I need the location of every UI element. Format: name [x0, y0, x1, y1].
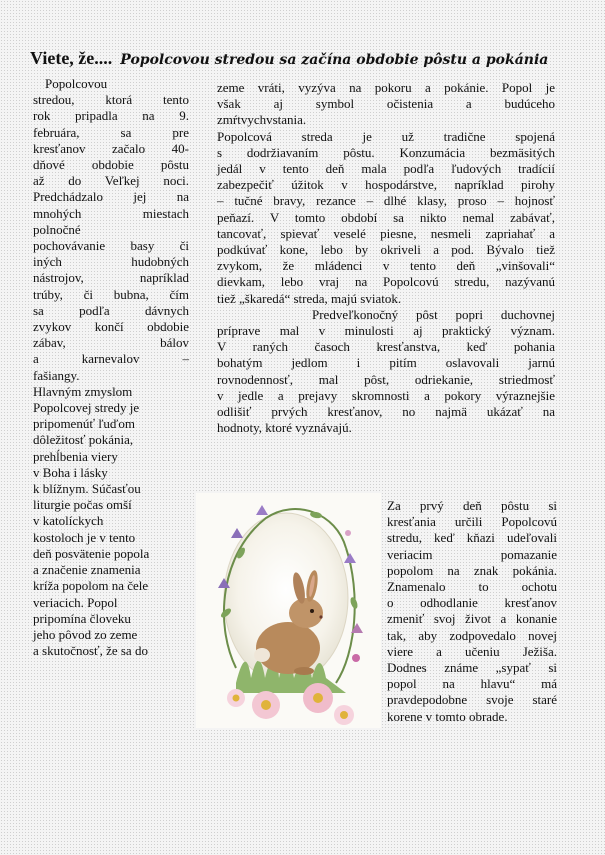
paragraph-line: kostoloch je v tento [33, 529, 136, 545]
headline-title: Popolcovou stredou sa začína obdobie pôstu a pokánia [120, 52, 549, 68]
paragraph-line: veriacich. Popol [33, 594, 118, 610]
bunny-head [289, 598, 323, 628]
paragraph-line: zvykov končí obdobie [33, 319, 189, 335]
paragraph-line: prehĺbenia viery [33, 448, 118, 464]
paragraph-line: polnočné [33, 221, 81, 237]
paragraph-line: mnohých miestach [33, 205, 189, 221]
paragraph-line: zmeniť svoj život a konanie [387, 611, 557, 627]
paragraph-line: rok pripadla na 9. [33, 108, 189, 124]
paragraph-line: pochovávanie basy či [33, 238, 189, 254]
paragraph-line: dôležitosť pokánia, [33, 432, 134, 448]
paragraph-line: kresťania určili Popolcovú [387, 514, 557, 530]
paragraph-line: Za prvý deň pôstu si [387, 498, 557, 513]
paragraph-line: Predchádzalo jej na [33, 189, 189, 205]
paragraph-line: Hlavným zmyslom [33, 383, 133, 399]
paragraph-line: zábav, bálov [33, 335, 189, 351]
paragraph-line: sa podľa dávnych [33, 302, 189, 318]
paragraph-line: dňové obdobie pôstu [33, 157, 189, 173]
paragraph-line: však aj symbol očistenia a budúceho [217, 96, 555, 112]
daisy-flower [334, 705, 354, 725]
middle-text-column [217, 80, 555, 436]
bunny-nose [319, 615, 322, 618]
paragraph-line: pripomína človeku [33, 610, 131, 626]
paragraph-line: zabezpečiť úžitok v hospodárstve, napríklad pirohy [217, 177, 555, 193]
paragraph-line: zeme vráti, vyzýva na pokoru a pokánie. Popol je [217, 80, 555, 95]
paragraph-line: V raných časoch kresťanstva, keď pohania [217, 339, 555, 355]
bunny-eye [310, 609, 314, 613]
paragraph-line: a karnevalov – [33, 351, 189, 367]
left-text-column [33, 76, 189, 659]
paragraph-line: pravdepodobne svoje staré [387, 692, 557, 708]
paragraph-line: Znamenalo to ochotu [387, 579, 557, 595]
flower-bud [345, 530, 351, 536]
paragraph-line: hodnoty, ktoré vyznávajú. [217, 420, 352, 436]
easter-bunny-illustration [196, 493, 381, 728]
paragraph-line: Predveľkonočný pôst popri duchovnej [312, 306, 555, 322]
paragraph-line: peňazí. V tomto období sa nikto nemal zabávať, [217, 209, 555, 225]
headline-lead: Viete, že.... [30, 48, 113, 68]
paragraph-line: v katolíckych [33, 513, 104, 529]
paragraph-line: v Boha i lásky [33, 464, 108, 480]
paragraph-line: Popolcovou [45, 76, 108, 91]
bunny-paw [294, 667, 314, 675]
paragraph-line: s dodržiavaním pôstu. Konzumácia bezmäsitých [217, 144, 555, 160]
paragraph-line: fašiangy. [33, 367, 80, 383]
paragraph-line: iných hudobných [33, 254, 189, 270]
daisy-flower [252, 691, 280, 719]
paragraph-line: nástrojov, napríklad [33, 270, 189, 286]
right-text-column [387, 498, 557, 725]
paragraph-line: stredu, keď kňazi udeľovali [387, 530, 557, 546]
paragraph-line: príprave mal v minulosti aj praktický význam. [217, 323, 555, 339]
bunny-body [256, 622, 320, 674]
paragraph-line: zmŕtvychvstania. [217, 112, 307, 128]
paragraph-line: deň posvätenie popola [33, 545, 150, 561]
paragraph-line: kríža popolom na čele [33, 578, 149, 594]
paragraph-line: – tučné bravy, rezance – dlhé klasy, proso – hojnosť [217, 193, 555, 209]
paragraph-line: jeho pôvod zo zeme [33, 626, 138, 642]
paragraph-line: tiež „škaredá“ streda, majú sviatok. [217, 290, 402, 306]
paragraph-line: Popolcovej stredy je [33, 400, 140, 416]
paragraph-line: kresťanov začalo 40- [33, 140, 189, 156]
paragraph-line: pripomenúť ľuďom [33, 416, 135, 432]
paragraph-line: februára, sa pre [33, 124, 189, 140]
paragraph-line: stredou, ktorá tento [33, 92, 189, 108]
paragraph-line: jedál v tento deň mala podľa ľudových tradícií [217, 161, 555, 177]
paragraph-line: k blížnym. Súčasťou [33, 481, 141, 497]
paragraph-line: podkúvať kone, lebo by okriveli a pod. Bývalo tiež [217, 242, 555, 258]
paragraph-line: dievkam, lebo vraj na Popolcovú stredu, nazývanú [217, 274, 555, 290]
paragraph-line: Popolcová streda je už tradične spojená [217, 128, 555, 144]
paragraph-line: až do Veľkej noci. [33, 173, 189, 189]
paragraph-line: popol na hlavu“ má [387, 676, 557, 692]
paragraph-line: Dodnes známe „sypať si [387, 660, 557, 676]
paragraph-line: popolom na znak pokánia. [387, 562, 557, 578]
paragraph-line: a skutočnosť, že sa do [33, 643, 148, 659]
bunny-tail [254, 648, 270, 662]
paragraph-line: rovnodennosť, mal pôst, odriekanie, striedmosť [217, 371, 555, 387]
headline [30, 48, 590, 69]
paragraph-line: korene v tomto obrade. [387, 708, 508, 724]
paragraph-line: o odhodlanie kresťanov [387, 595, 557, 611]
daisy-flower [303, 683, 333, 713]
paragraph-line: tancovať, spievať veselé piesne, nesmeli zapriahať a [217, 225, 555, 241]
flower-bud [352, 654, 360, 662]
paragraph-line: a značenie znamenia [33, 562, 141, 578]
paragraph-line: tak, aby zodpovedalo novej [387, 627, 557, 643]
paragraph-line: trúby, či bubna, čím [33, 286, 189, 302]
paragraph-line: v jedle a prejavy skromnosti a pokory výraznejšie [217, 387, 555, 403]
paragraph-line: odlišiť prvých kresťanov, no najmä ukázať na [217, 404, 555, 420]
daisy-flower [227, 689, 245, 707]
paragraph-line: viere a učeniu Ježiša. [387, 643, 557, 659]
paragraph-line: zvykom, že mládenci v tento deň „vinšovali“ [217, 258, 555, 274]
paragraph-line: bohatým jedlom i pitím oslavovali jarnú [217, 355, 555, 371]
paragraph-line: veriacim pomazanie [387, 546, 557, 562]
paragraph-line: liturgie počas omší [33, 497, 132, 513]
